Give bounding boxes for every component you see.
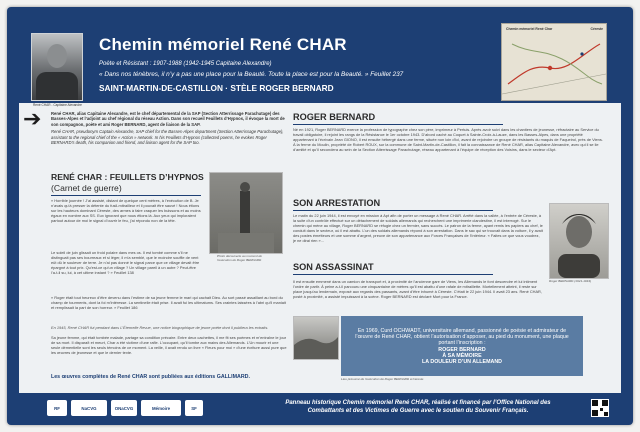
partner-logos <box>47 400 203 416</box>
left-para-4: Sa jeune femme, qui était tombée malade, partage sa condition précaire. Entre deux cachettes, il me fit ses poèmes et m’entraîne le jour de sa mort. Il disparaît et meurt, Char a été victime d’une rafle. L’occupant, qu’il tombe aux mains des Allemands. L’Un mourir et une seule démentielle sont les seuls témoins de ce moment. La veille, il avait rendu un livre « Fleurs pour moi » d’une écriture aussi pure que les œuvres de jeunesse et que le dernier texte. <box>51 335 287 355</box>
left-subheading: (Carnet de guerre) <box>51 183 122 193</box>
location-heading: SAINT-MARTIN-DE-CASTILLON · STÈLE ROGER BERNARD <box>99 83 334 93</box>
roger-text: Né en 1921, Roger BERNARD exerce la profession de typographe chez son père, imprimeur à Pertuis. Après avoir suivi dans les chantiers de jeunesse, réfractaire au Service du travail obligatoire, il rejoint les rangs de la Résistance le 1er octobre 1943. D’abord caché au Coquet à Sainte-Croix-à-Lauze, dans les Basses-Alpes, dans une propriété appartenant à l’écrivain Jean GIONO, il est ensuite hébergé dans une ferme, située non loin d’ici, avant de rejoindre un groupe de résistants du maquis de Faqueirol, près de Viens. À la ferme du Moulin, propriété de Robert ROUX, sur la commune de Saint-Martin-de-Castillon, il fait la connaissance de René CHAR, alias Capitaine Alexandre, avec qui il se lie d’amitié et qu’il secondera au sein de la Section Atterrissage Parachutage, réseau appartenant à l’équipe de réception des Voisins, dans le secteur d’Apt. <box>293 127 603 152</box>
arrest-heading: SON ARRESTATION <box>293 198 381 208</box>
onacvg-logo: ONaCVG <box>111 400 137 416</box>
inscription-intro: En 1969, Curd OCHWADT, universitaire allemand, passionné de poésie et admirateur de l’œuvre de René CHAR, obtient l’autorisation d’apposer, au pied du monument, une plaque portant l’inscription : <box>355 328 569 347</box>
assassination-heading: SON ASSASSINAT <box>293 262 374 272</box>
gallimard-note: Les œuvres complètes de René CHAR sont publiées aux éditions GALLIMARD. <box>51 374 250 380</box>
left-para-3: « Roger était tout heureux d’être devenu dans l’estime de sa jeune femme le mari qui cachait Dieu. Au sort passé assaillant au bord du champ de tourments, dont la foi m’intéresse. La sentinelle était prise. Il avait fui les ultimatums. Ses craintes laissées à l’abri qu’il maniait et remplissait la part de son horreur. » Feuillet 186 <box>51 295 286 310</box>
map-drawing <box>502 24 606 100</box>
republique-logo: RF <box>47 400 67 416</box>
footer-credits-line-1: Panneau historique Chemin mémoriel René CHAR, réalisé et financé par l’Office National des <box>285 400 551 406</box>
panel-subtitle: Poète et Résistant : 1907-1988 (1942-1945 Capitaine Alexandre) <box>99 61 272 67</box>
inscription-line-2: À SA MÉMOIRE <box>442 352 482 359</box>
portrait-photo <box>31 33 83 101</box>
inscription-box <box>341 316 583 376</box>
memorial-panel <box>7 7 633 425</box>
trail-map <box>501 23 607 101</box>
memoire-logo: Mémoire <box>141 400 181 416</box>
assassination-text: Il est ensuite emmené dans un camion de transport et, à proximité de l’ancienne gare de Viens, les Allemands le font descendre et lui intiment l’ordre de partir. À peine a-t-il parcouru une cinquantaine de mètres qu’il est abattu d’une rafale de mitraillette. Mortellement atteint, il reste sur place jusqu’au lendemain, exposé aux regards des passants, avant d’être inhumé à Céreste. C’était le 22 juin 1944. Il avait 23 ans. René CHAR, posté à proximité, a assisté impuissant à la scène. Roger BERNARD est déclaré Mort pour la France. <box>293 279 542 299</box>
intro-text <box>51 111 287 148</box>
footer-band <box>7 393 633 425</box>
left-para-2: Le soleil de juin glissait un froid polaire dans mes os. Il est tombé comme s’il ne distinguait pas ses bourreaux et si léger, il m’a semblé, que le moindre souffle de vent eût dû le soulever de terre. Je n’ai pas donné le signal parce que ce village devait être épargné à tout prix. Qu’est-ce qu’un village ? Un village pareil à un autre ? Peut-être l’a-t-il su, lui, à cet ultime instant ? » Feuillet 138 <box>51 250 200 275</box>
left-para-1: « Horrible journée ! J’ai assisté, distant de quelque cent mètres, à l’exécution de B. Je n’avais qu’à presser la détente du fusil-mitrailleur et il pouvait être sauvé ! Nous étions sur les hauteurs dominant Céreste, des armes à faire craquer les buissons et au moins égaux en nombre aux SS. Eux ignorant que nous étions là. Aux yeux qui imploraient partout autour de moi le signal d’ouvrir le feu, j’ai répondu non de la tête. <box>51 198 201 223</box>
intro-fr: René CHAR, alias Capitaine Alexandre, est le chef départemental de la SAP (Section Atterrissage Parachutage) des Basses-Alpes et l’adjoint au chef régional du réseau Action. Dans son recueil Feuillets d’Hypnos, il évoque la mort de son compagnon, poète et ami Roger BERNARD, agent de liaison de la SAP. <box>51 111 285 127</box>
portrait-caption: René CHAR - Capitaine Alexandre <box>33 103 82 107</box>
left-italic-note: En 1945, René CHAR fut pendant dans L’Éternelle Revue, une notice biographique de jeune poète dont il publiera les extraits. <box>51 325 269 330</box>
panel-quote: « Dans nos ténèbres, il n’y a pas une place pour la Beauté. Toute la place est pour la Beauté. » Feuillet 237 <box>99 71 404 78</box>
nacvg-logo: NaCVG <box>71 400 107 416</box>
assassination-divider <box>293 274 493 275</box>
souvenir-francais-logo: SF <box>185 400 203 416</box>
map-town-label: Céreste <box>590 27 603 31</box>
inscription-line-1: ROGER BERNARD <box>438 346 486 353</box>
execution-photo-drawing <box>210 173 282 253</box>
roger-heading: ROGER BERNARD <box>293 112 376 122</box>
arrow-icon: ➔ <box>23 106 42 131</box>
panel-title: Chemin mémoriel René CHAR <box>99 35 347 54</box>
roger-portrait-drawing <box>550 204 608 278</box>
roger-divider <box>293 124 503 125</box>
left-heading: RENÉ CHAR : FEUILLETS D’HYPNOS <box>51 172 204 182</box>
header <box>19 17 621 103</box>
arrest-text: Le matin du 22 juin 1944, il est envoyé en mission à Apt afin de porter un message à René CHAR. Arrêté dans la vallée, à l’entrée de Céreste, à la suite d’un contrôle effectué sur un détachement de soldats allemands qui recherchent une imprimerie clandestine, il est interrogé. Sur le chemin qui mène au village, Roger BERNARD se réfugie chez un fermier, sans succès. Le patron de la ferme, ayant remis les papiers au chef, le conduit dans le secteur, où il est abattu. L’un des soldats allemands répond à son arrestation. Dans le sac qui se trouvait dans la voiture, il y avait des postes émetteurs et une somme d’argent, preuve de son appartenance aux Forces Françaises de l’Intérieur. « Faites ce que vous voudrez, je ne dirai rien »... <box>293 213 543 243</box>
intro-en: René CHAR, pseudonym Captain Alexandre, SAP chief for the Basses-Alpes department (Section Atterrissage Parachutage), assistant to the regional chief of the « Action » network. In his Feuillets d’Hypnos (collected poems, he evokes Roger BERNARD’s death, his companion and friend, and liaison agent for the SAP too. <box>51 129 284 145</box>
landscape-drawing <box>294 317 338 359</box>
left-divider <box>51 195 201 196</box>
execution-photo-caption: Photo découverte au moment de l’exécution de Roger BERNARD <box>217 254 262 262</box>
execution-photo <box>209 172 283 254</box>
footer-credits <box>252 399 584 415</box>
arrest-divider <box>293 210 493 211</box>
roger-photo-caption: Roger BERNARD (1921-1944) <box>549 279 592 283</box>
panel-inner <box>19 17 621 393</box>
map-title: Chemin mémoriel René Char <box>506 27 553 31</box>
footer-credits-line-2: Combattants et des Victimes de Guerre avec le soutien du Souvenir Français. <box>307 408 529 414</box>
qr-code-icon[interactable] <box>591 399 609 417</box>
landscape-photo <box>293 316 339 360</box>
roger-portrait-photo <box>549 203 609 279</box>
landscape-caption: Lieu présumé de l’exécution de Roger BERNARD à Céreste <box>341 377 424 381</box>
inscription-line-3: LA DOULEUR D’UN ALLEMAND <box>422 359 502 366</box>
